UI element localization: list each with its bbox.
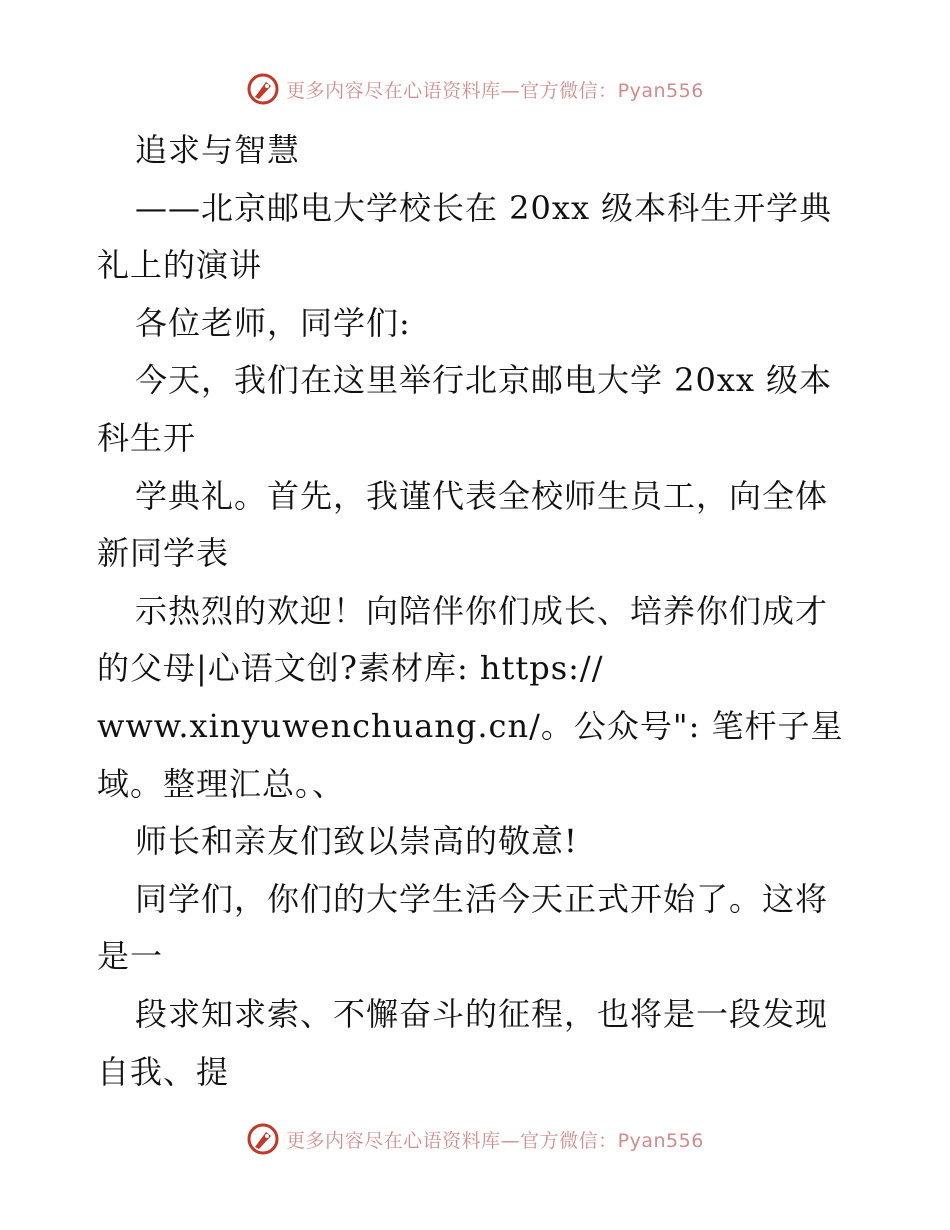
footer-banner xyxy=(0,1122,950,1156)
subtitle-line-continued: 礼上的演讲 xyxy=(97,246,263,285)
paragraph-line: 自我、提 xyxy=(97,1052,230,1091)
paragraph-line: 师长和亲友们致以崇高的敬意! xyxy=(135,822,578,861)
header-banner xyxy=(0,72,950,106)
paragraph-line: 的父母|心语文创?素材库: https:// xyxy=(97,649,604,688)
paragraph-line: 段求知求索、不懈奋斗的征程，也将是一段发现 xyxy=(135,994,829,1033)
pen-nib-logo-icon xyxy=(246,72,280,106)
subtitle-line: ——北京邮电大学校长在 20xx 级本科生开学典 xyxy=(135,188,833,227)
paragraph-line: 科生开 xyxy=(97,418,197,457)
pen-nib-logo-icon xyxy=(246,1122,280,1156)
paragraph-line: 域。整理汇总。、 xyxy=(97,764,346,803)
paragraph-line: 学典礼。首先，我谨代表全校师生员工，向全体 xyxy=(135,476,829,515)
document-body xyxy=(97,122,857,1101)
footer-banner-text: 更多内容尽在心语资料库—官方微信：Pyan556 xyxy=(286,1129,704,1152)
paragraph-line: 同学们，你们的大学生活今天正式开始了。这将 xyxy=(135,879,829,918)
paragraph-line: 示热烈的欢迎！向陪伴你们成长、培养你们成才 xyxy=(135,591,829,630)
paragraph-line: 今天，我们在这里举行北京邮电大学 20xx 级本 xyxy=(135,361,833,400)
title-line: 追求与智慧 xyxy=(135,131,301,169)
header-banner-text: 更多内容尽在心语资料库—官方微信：Pyan556 xyxy=(286,79,704,102)
paragraph-line: 是一 xyxy=(97,937,164,976)
paragraph-line: 新同学表 xyxy=(97,534,230,573)
paragraph-line: www.xinyuwenchuang.cn/。公众号": 笔杆子星 xyxy=(97,706,844,745)
salutation-line: 各位老师，同学们: xyxy=(135,303,411,342)
